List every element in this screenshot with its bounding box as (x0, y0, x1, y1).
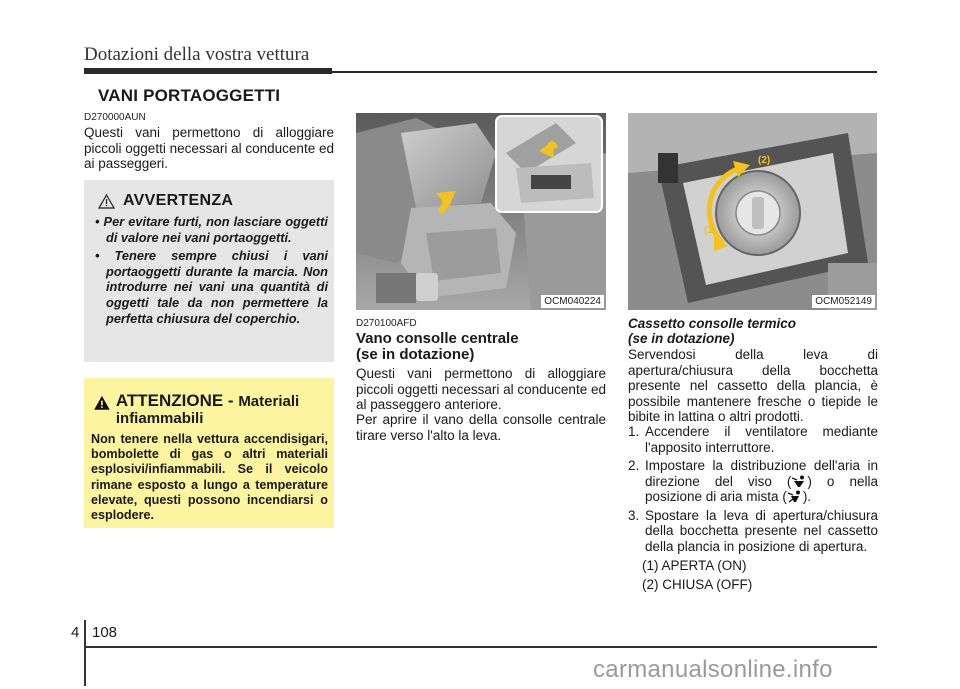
console-code: D270100AFD (356, 318, 417, 329)
option-closed: (2) CHIUSA (OFF) (642, 577, 753, 592)
cooler-subtitle (628, 316, 796, 346)
step-text-b: ) o nella posizione di aria mista ( (645, 473, 878, 504)
caution-title-main: ATTENZIONE - (115, 391, 239, 410)
list-item (628, 458, 878, 505)
climate-illustration (628, 113, 877, 310)
page-number: 108 (92, 624, 118, 641)
console-title-line2: (se in dotazione) (356, 346, 475, 363)
warning-list (92, 214, 328, 329)
list-item (628, 424, 878, 455)
warning-item: • Per evitare furti, non lasciare oggetti di valore nei vani portaoggetti. (95, 214, 328, 245)
caution-text: Non tenere nella vettura accendisigari, bombolette di gas o altri materiali esplosivi/infiammabili. Se il veicolo rimane esposto a lungo a temperature elevate, questi possono incendiarsi o esplodere. (91, 432, 328, 523)
header-rule-thick (84, 68, 332, 74)
label-1: (1) (704, 225, 717, 236)
intro-code: D270000AUN (84, 112, 146, 123)
step-number: 2. (628, 458, 640, 473)
caution-box (84, 378, 334, 528)
step-text: Spostare la leva di apertura/chiusura della bocchetta presente nel cassetto della plancia in posizione di apertura. (645, 507, 878, 554)
running-header: Dotazioni della vostra vettura (84, 44, 310, 65)
cooler-steps (628, 424, 878, 593)
caution-triangle-icon (94, 394, 110, 412)
warning-box (84, 180, 334, 362)
cooler-paragraph: Servendosi della leva di apertura/chiusura della bocchetta presente nel cassetto della plancia, è possibile mantenere fresche o tiepide le bibite in lattina o altri prodotti. (628, 347, 878, 424)
mixed-airflow-icon (787, 490, 803, 503)
warning-item: • Tenere sempre chiusi i vani portaoggetti durante la marcia. Non introdurre nei vani una quantità di oggetti tale da non permettere la perfetta chiusura del coperchio. (95, 248, 328, 326)
step-text: Accendere il ventilatore mediante l'apposito interruttore. (645, 424, 878, 455)
caution-header (94, 392, 334, 427)
warning-triangle-icon (98, 194, 115, 209)
step-text-c: ). (802, 489, 812, 504)
cooler-subtitle-line1: Cassetto consolle termico (628, 316, 797, 331)
console-title-line1: Vano consolle centrale (356, 330, 519, 347)
warning-title: AVVERTENZA (123, 192, 234, 209)
console-illustration (356, 113, 606, 310)
face-airflow-icon (791, 475, 807, 488)
console-paragraph-2: Per aprire il vano della consolle centrale tirare verso l'alto la leva. (356, 412, 606, 443)
step-number: 3. (628, 507, 640, 523)
caution-title-sub: Materiali infiammabili (115, 393, 300, 427)
label-2: (2) (758, 155, 771, 166)
caution-title (116, 392, 334, 427)
console-photo-code: OCM040224 (541, 295, 604, 308)
console-paragraph-1: Questi vani permettono di alloggiare piccoli oggetti necessari al conducente ed al passeggero anteriore. (356, 366, 606, 412)
climate-photo (628, 113, 877, 310)
intro-text: Questi vani permettono di alloggiare piccoli oggetti necessari al conducente ed ai passeggeri. (84, 125, 334, 171)
header-rule-thin (332, 71, 877, 73)
step-number: 1. (628, 424, 640, 439)
section-number: 4 (71, 624, 80, 641)
section-title: VANI PORTAOGGETTI (98, 86, 281, 105)
step-text-a: Impostare la distribuzione dell'aria in direzione del viso ( (645, 458, 878, 489)
warning-header (98, 192, 233, 210)
footer-divider (84, 620, 86, 686)
footer-rule (84, 646, 877, 648)
list-item (628, 508, 878, 555)
climate-photo-code: OCM052149 (812, 295, 875, 308)
cooler-subtitle-line2: (se in dotazione) (628, 331, 735, 346)
option-open: (1) APERTA (ON) (642, 558, 747, 573)
console-title (356, 331, 519, 363)
console-photo (356, 113, 606, 310)
watermark: carmanualsonline.info (593, 656, 833, 683)
